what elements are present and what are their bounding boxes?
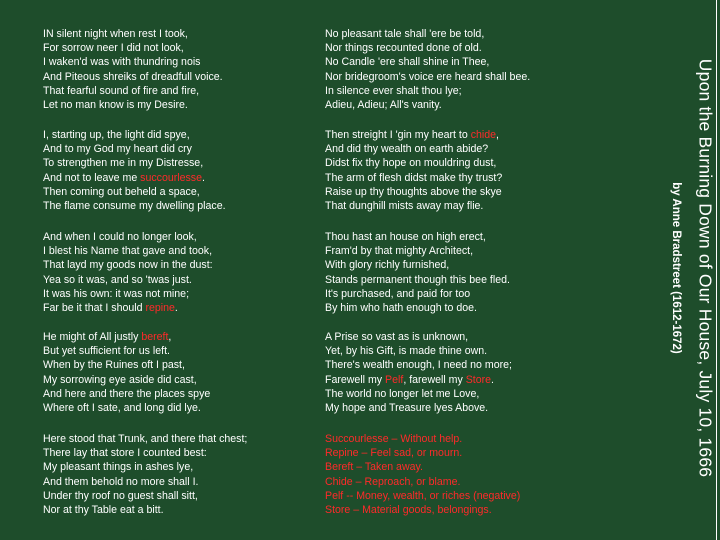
- page-subtitle: by Anne Bradstreet (1612-1672): [670, 182, 682, 354]
- poem-line: And Piteous shreiks of dreadfull voice.: [43, 70, 223, 83]
- poem-line: Thou hast an house on high erect,: [325, 231, 486, 243]
- poem-line: Adieu, Adieu; All's vanity.: [325, 99, 442, 112]
- poem-line: That fearful sound of fire and fire,: [43, 84, 200, 97]
- poem-line: In silence ever shalt thou lye;: [325, 84, 462, 97]
- poem-line: Stands permanent though this bee fled.: [325, 273, 510, 286]
- line-text: .: [202, 171, 205, 184]
- poem-line: With glory richly furnished,: [325, 259, 450, 272]
- poem-line: My pleasant things in ashes lye,: [43, 461, 194, 474]
- poem-line: Fram'd by that mighty Architect,: [325, 245, 474, 258]
- poem-line: When by the Ruines oft I past,: [43, 359, 185, 372]
- poem-line: [43, 301, 315, 315]
- poem-line: Then coming out beheld a space,: [43, 185, 200, 198]
- poem-line: But yet sufficient for us left.: [43, 345, 170, 358]
- poem-line: And here and there the places spye: [43, 387, 211, 400]
- poem-line: [43, 330, 315, 344]
- poem-line: Didst fix thy hope on mouldring dust,: [325, 157, 497, 170]
- glossary-entry: Succourlesse – Without help.: [325, 433, 463, 445]
- poem-line: No Candle 'ere shall shine in Thee,: [325, 56, 490, 69]
- glossary-entry: Bereft – Taken away.: [325, 461, 423, 474]
- stanza-3: [43, 230, 315, 315]
- poem-line: Yet, by his Gift, is made thine own.: [325, 345, 488, 358]
- poem-line: And did thy wealth on earth abide?: [325, 143, 489, 156]
- highlighted-word: succourlesse: [140, 171, 202, 184]
- stanza-9: [325, 330, 597, 415]
- line-text: Then streight I 'gin my heart to: [325, 129, 471, 141]
- poem-line: And when I could no longer look,: [43, 231, 197, 243]
- poem-line: The flame consume my dwelling place.: [43, 200, 226, 213]
- highlighted-word: bereft: [141, 331, 169, 343]
- poem-line: [325, 128, 597, 142]
- poem-line: By him who hath enough to doe.: [325, 302, 477, 315]
- poem-line: I, starting up, the light did spye,: [43, 129, 190, 141]
- glossary: [325, 432, 597, 517]
- line-text: , farewell my: [403, 373, 466, 386]
- glossary-entry: Chide – Reproach, or blame.: [325, 475, 461, 488]
- poem-line: The world no longer let me Love,: [325, 387, 480, 400]
- stanza-6: [325, 27, 597, 112]
- highlighted-word: chide: [470, 129, 497, 141]
- poem-line: A Prise so vast as is unknown,: [325, 331, 469, 343]
- line-text: And not to leave me: [43, 171, 141, 184]
- poem-line: Yea so it was, and so 'twas just.: [43, 273, 192, 286]
- glossary-entry: Repine – Feel sad, or mourn.: [325, 447, 463, 460]
- poem-line: For sorrow neer I did not look,: [43, 42, 184, 55]
- poem-line: [43, 171, 315, 185]
- line-text: .: [491, 373, 494, 386]
- poem-line: The arm of flesh didst make thy trust?: [325, 171, 503, 184]
- poem-line: Here stood that Trunk, and there that chest;: [43, 433, 248, 445]
- title-divider-line: [716, 0, 717, 540]
- poem-line: There lay that store I counted best:: [43, 447, 207, 460]
- poem-line: It's purchased, and paid for too: [325, 287, 471, 300]
- stanza-1: [43, 27, 315, 112]
- poem-line: Let no man know is my Desire.: [43, 99, 188, 112]
- highlighted-word: Store: [465, 373, 492, 386]
- stanza-8: [325, 230, 597, 315]
- poem-line: My hope and Treasure lyes Above.: [325, 402, 489, 415]
- poem-line: I waken'd was with thundring nois: [43, 56, 201, 69]
- glossary-entry: Store – Material goods, belongings.: [325, 504, 492, 517]
- poem-line: Nor things recounted done of old.: [325, 42, 482, 55]
- glossary-entry: Pelf -- Money, wealth, or riches (negative): [325, 489, 521, 502]
- poem-line: And to my God my heart did cry: [43, 143, 192, 156]
- stanza-5: [43, 432, 315, 517]
- poem-line: It was his own: it was not mine;: [43, 287, 190, 300]
- line-text: .: [174, 302, 178, 315]
- highlighted-word: repine: [145, 302, 175, 315]
- stanza-4: [43, 330, 315, 415]
- line-text: Far be it that I should: [43, 302, 146, 315]
- poem-line: Nor bridegroom's voice ere heard shall bee.: [325, 70, 531, 83]
- highlighted-word: Pelf: [385, 373, 404, 386]
- poem-line: Where oft I sate, and long did lye.: [43, 402, 201, 415]
- poem-line: There's wealth enough, I need no more;: [325, 359, 512, 372]
- line-text: Farewell my: [325, 373, 386, 386]
- line-text: ,: [168, 331, 172, 343]
- poem-line: Raise up thy thoughts above the skye: [325, 185, 502, 198]
- stanza-2: [43, 128, 315, 213]
- poem-line: IN silent night when rest I took,: [43, 28, 188, 40]
- poem-line: No pleasant tale shall 'ere be told,: [325, 28, 485, 40]
- line-text: He might of All justly: [43, 331, 142, 343]
- poem-line: That dunghill mists away may flie.: [325, 200, 484, 213]
- poem-line: Nor at thy Table eat a bitt.: [43, 504, 164, 517]
- page-title: Upon the Burning Down of Our House, July 10, 1666: [695, 58, 716, 478]
- poem-line: To strengthen me in my Distresse,: [43, 157, 204, 170]
- poem-line: That layd my goods now in the dust:: [43, 259, 213, 272]
- line-text: ,: [496, 129, 499, 141]
- poem-line: And them behold no more shall I.: [43, 475, 199, 488]
- stanza-7: [325, 128, 597, 213]
- poem-line: Under thy roof no guest shall sitt,: [43, 489, 198, 502]
- poem-line: My sorrowing eye aside did cast,: [43, 373, 197, 386]
- poem-line: [325, 373, 597, 387]
- poem-line: I blest his Name that gave and took,: [43, 245, 213, 258]
